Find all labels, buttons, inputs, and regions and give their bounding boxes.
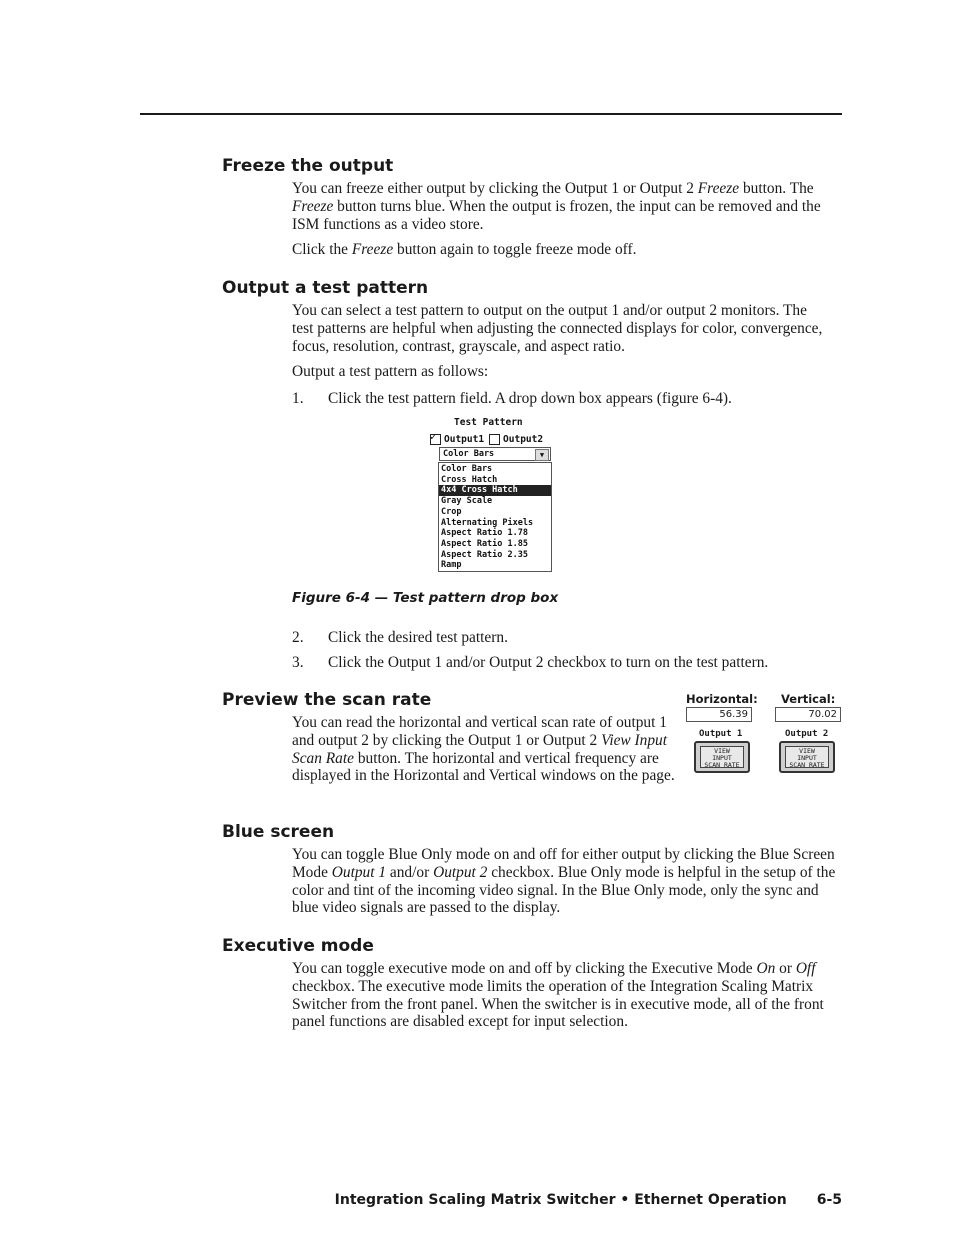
output2-checkbox[interactable] — [489, 434, 500, 445]
button-label-line1: VIEW — [799, 747, 815, 755]
step-2-text: Click the desired test pattern. — [328, 629, 508, 646]
horizontal-field: 56.39 — [686, 707, 752, 722]
step-3-number: 3. — [292, 654, 304, 671]
button-label-line2: INPUT — [797, 754, 817, 762]
italic-term: Freeze — [292, 197, 334, 215]
step-1-text: Click the test pattern field. A drop down box appears (figure 6-4). — [328, 390, 732, 407]
output1-scan-label: Output 1 — [699, 729, 743, 739]
test-pattern-option[interactable]: Cross Hatch — [441, 474, 498, 485]
text-run: Click the — [292, 241, 352, 258]
heading-scan-rate: Preview the scan rate — [222, 690, 432, 710]
test-pattern-option[interactable]: Aspect Ratio 2.35 — [441, 549, 528, 560]
text-run: button again to toggle freeze mode off. — [393, 241, 637, 258]
button-label-line3: SCAN RATE — [704, 761, 740, 769]
text-run: button. The — [739, 180, 814, 197]
freeze-paragraph-1 — [292, 180, 842, 233]
test-pattern-option[interactable]: Crop — [441, 506, 462, 517]
test-pattern-paragraph-1 — [292, 302, 832, 355]
output2-view-scan-rate-button-face — [785, 746, 829, 768]
test-pattern-paragraph-2 — [292, 363, 832, 381]
test-pattern-option[interactable]: Aspect Ratio 1.85 — [441, 538, 528, 549]
italic-term: View Input Scan Rate — [292, 731, 668, 767]
scan-rate-paragraph — [292, 714, 677, 785]
test-pattern-dropdown-list — [438, 462, 552, 572]
page-number: 6-5 — [816, 1192, 842, 1208]
button-label-line1: VIEW — [714, 747, 730, 755]
test-pattern-selected-value: Color Bars — [443, 449, 495, 459]
text-run: checkbox. The executive mode limits the operation of the Integration Scaling Matrix Switcher from the front panel. When the switcher is in executive mode, all of the front panel functions are disabled except for input selection. — [292, 977, 824, 1031]
test-pattern-option[interactable]: Ramp — [441, 560, 462, 571]
text-run: or — [775, 960, 796, 977]
output2-view-scan-rate-button[interactable] — [779, 741, 835, 773]
text-run: button. The horizontal and vertical frequency are displayed in the Horizontal and Vertical windows on the page. — [292, 749, 675, 785]
italic-term: On — [756, 960, 776, 977]
output2-scan-label: Output 2 — [785, 729, 829, 739]
test-pattern-option[interactable]: Alternating Pixels — [441, 517, 534, 528]
horizontal-label: Horizontal: — [686, 692, 758, 706]
text-run: You can toggle executive mode on and off by clicking the Executive Mode — [292, 960, 757, 977]
figure-caption: Figure 6-4 — Test pattern drop box — [292, 590, 559, 606]
italic-term: Freeze — [697, 180, 740, 197]
italic-term: Output 1 — [331, 863, 387, 881]
italic-term: Off — [795, 960, 816, 977]
heading-blue-screen: Blue screen — [222, 822, 335, 842]
output1-checkbox[interactable] — [430, 434, 441, 445]
test-pattern-option[interactable]: 4x4 Cross Hatch — [439, 485, 551, 496]
chevron-down-icon[interactable]: ▼ — [535, 449, 549, 461]
test-pattern-select[interactable] — [439, 447, 551, 461]
test-pattern-option[interactable]: Gray Scale — [441, 496, 493, 507]
test-pattern-option[interactable]: Color Bars — [441, 464, 493, 474]
footer-title: Integration Scaling Matrix Switcher • Ethernet Operation — [334, 1192, 787, 1208]
output1-view-scan-rate-button-face — [700, 746, 744, 768]
heading-test-pattern: Output a test pattern — [222, 278, 429, 298]
button-label-line2: INPUT — [712, 754, 732, 762]
italic-term: Output 2 — [433, 863, 488, 881]
text-run: You can read the horizontal and vertical scan rate of output 1 and output 2 by clicking the Output 1 or Output 2 — [292, 714, 667, 749]
test-pattern-title: Test Pattern — [454, 417, 523, 428]
executive-mode-paragraph — [292, 960, 844, 1031]
text-run: You can select a test pattern to output on the output 1 and/or output 2 monitors. The test patterns are helpful when adjusting the connected displays for color, convergence, focus, resolution, contrast, grayscale, and aspect ratio. — [292, 302, 823, 355]
header-rule — [140, 113, 842, 115]
vertical-field: 70.02 — [775, 707, 841, 722]
step-3-text: Click the Output 1 and/or Output 2 checkbox to turn on the test pattern. — [328, 654, 769, 671]
freeze-paragraph-2 — [292, 241, 842, 259]
output-checkbox-row — [430, 432, 548, 446]
step-2-number: 2. — [292, 629, 304, 646]
output1-checkbox-label: Output1 — [444, 433, 485, 445]
text-run: and/or — [386, 863, 434, 881]
heading-freeze: Freeze the output — [222, 156, 394, 176]
italic-term: Freeze — [351, 241, 394, 258]
output2-checkbox-label: Output2 — [503, 433, 544, 445]
output1-view-scan-rate-button[interactable] — [694, 741, 750, 773]
heading-executive-mode: Executive mode — [222, 936, 374, 956]
blue-screen-paragraph — [292, 846, 842, 917]
text-run: You can toggle Blue Only mode on and off for either output by clicking the Blue Screen Mode — [292, 846, 835, 881]
page-footer — [335, 1191, 842, 1209]
vertical-label: Vertical: — [781, 692, 836, 706]
button-label-line3: SCAN RATE — [789, 761, 825, 769]
text-run: Output a test pattern as follows: — [292, 363, 489, 380]
text-run: button turns blue. When the output is frozen, the input can be removed and the ISM functions as a video store. — [292, 197, 821, 233]
test-pattern-option[interactable]: Aspect Ratio 1.78 — [441, 528, 528, 539]
text-run: You can freeze either output by clicking the Output 1 or Output 2 — [292, 180, 698, 197]
text-run: checkbox. Blue Only mode is helpful in the setup of the color and tint of the incoming video signal. In the Blue Only mode, only the sync and blue video signals are passed to the display. — [292, 863, 836, 917]
step-1-number: 1. — [292, 390, 304, 407]
